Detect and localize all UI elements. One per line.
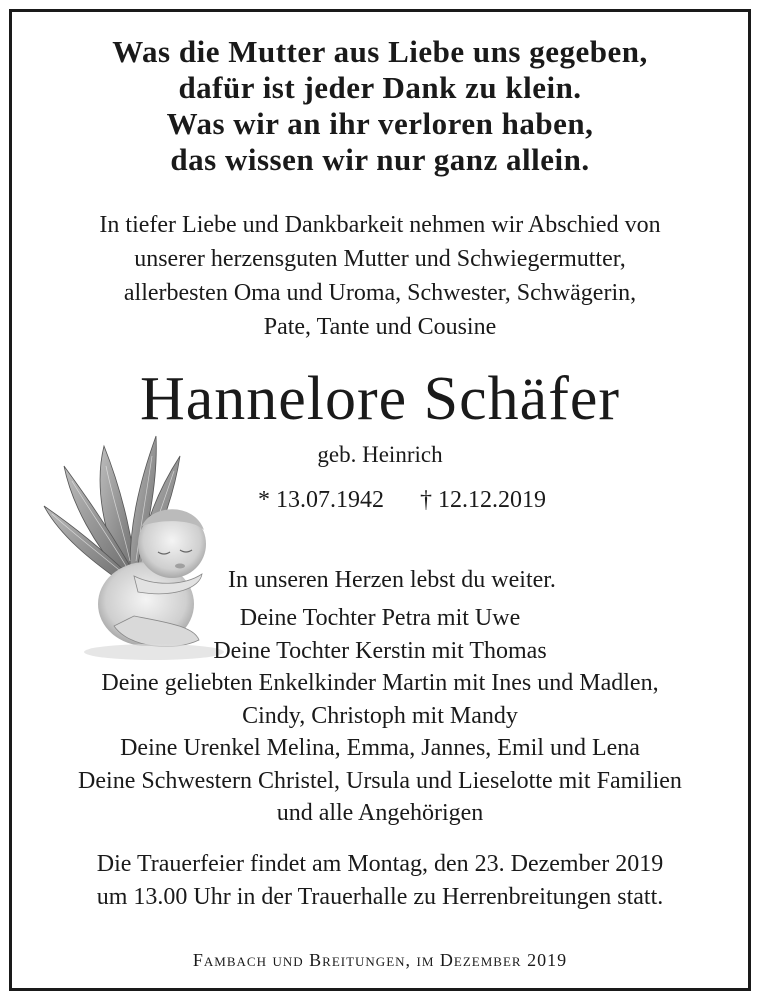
poem-line: dafür ist jeder Dank zu klein.	[178, 70, 582, 105]
poem-line: Was die Mutter aus Liebe uns gegeben,	[112, 34, 648, 69]
mourner-line: Deine geliebten Enkelkinder Martin mit Ines und Madlen,	[101, 670, 659, 696]
service-line: um 13.00 Uhr in der Trauerhalle zu Herrenbreitungen statt.	[96, 884, 664, 910]
poem-line: Was wir an ihr verloren haben,	[166, 106, 594, 141]
intro-line: unserer herzensguten Mutter und Schwiegermutter,	[134, 246, 626, 272]
funeral-service-info	[12, 848, 748, 914]
mourner-line: Deine Tochter Petra mit Uwe	[239, 605, 521, 631]
intro-line: allerbesten Oma und Uroma, Schwester, Schwägerin,	[123, 280, 637, 306]
service-line: Die Trauerfeier findet am Montag, den 23. Dezember 2019	[96, 851, 664, 877]
birth-name: geb. Heinrich	[317, 442, 443, 467]
death-date: † 12.12.2019	[420, 487, 546, 513]
intro-line: Pate, Tante und Cousine	[263, 314, 497, 340]
place-and-date: Fambach und Breitungen, im Dezember 2019	[192, 950, 568, 970]
mourner-line: Deine Tochter Kerstin mit Thomas	[213, 637, 547, 664]
obituary-content	[12, 12, 748, 988]
intro-line: In tiefer Liebe und Dankbarkeit nehmen wir Abschied von	[99, 212, 661, 238]
mourner-line: Cindy, Christoph mit Mandy	[242, 702, 518, 729]
poem-line: das wissen wir nur ganz allein.	[170, 142, 590, 177]
mourner-line: Deine Schwestern Christel, Ursula und Lieselotte mit Familien	[78, 767, 682, 794]
intro-text	[12, 208, 748, 344]
mourner-line: Deine Urenkel Melina, Emma, Jannes, Emil und Lena	[120, 735, 640, 761]
obituary-frame	[9, 9, 751, 991]
motto: In unseren Herzen lebst du weiter.	[228, 567, 556, 593]
birth-date: * 13.07.1942	[258, 487, 384, 513]
deceased-name: Hannelore Schäfer	[139, 365, 621, 433]
life-dates	[222, 484, 582, 516]
mourners-list	[12, 602, 748, 830]
mourner-line: und alle Angehörigen	[276, 800, 484, 826]
poem	[12, 34, 748, 178]
